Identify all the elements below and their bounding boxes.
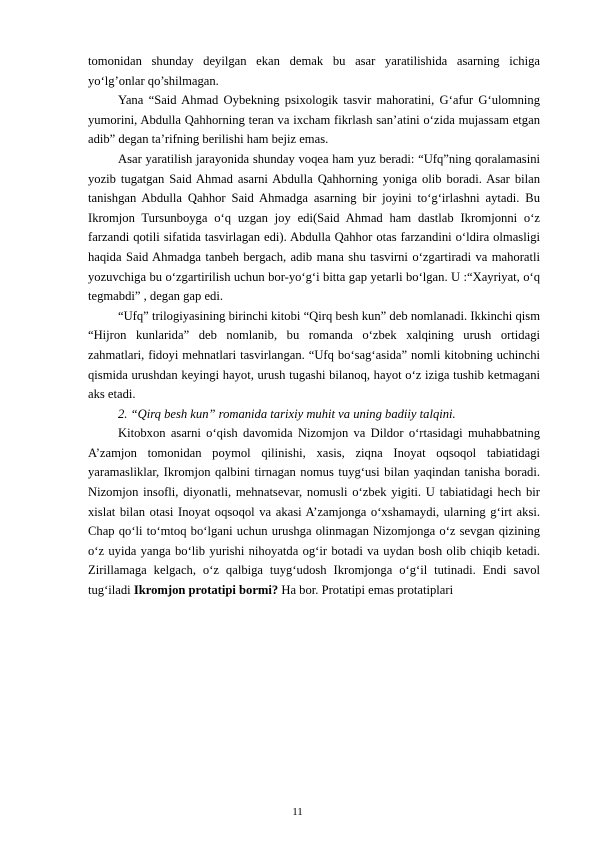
paragraph-asar-yaratilish: Asar yaratilish jarayonida shunday voqea ham yuz beradi: “Ufq”ning qoralamasini yozib tugatgan Said Ahmad asarni Abdulla Qahhorning yoniga olib boradi. Asar bilan tanishgan Abdulla Qahhor Said Ahmadga asarning bir joyini to‘g‘irlashni aytadi. Bu Ikromjon Tursunboyga o‘q uzgan joy edi(Said Ahmad ham dastlab Ikromjonni o‘z farzandi qotili sifatida tasvirlagan edi). Abdulla Qahhor otas farzandini o‘ldira olmasligi haqida Said Ahmadga tanbeh bergach, adib mana shu tasvirni o‘zgartiradi va mahoratli yozuvchiga bu o‘zgartirilish uchun bor-yo‘g‘i bitta gap yetarli bo‘lgan. U :“Xayriyat, o‘q tegmabdi” , degan gap edi. <box>88 151 540 304</box>
paragraph-kitobxon <box>88 424 540 600</box>
bold-question: Ikromjon protatipi bormi? <box>133 583 279 598</box>
paragraph-kitobxon-tail: Ha bor. Protatipi emas protatiplari <box>278 583 454 598</box>
paragraph-continuation: tomonidan shunday deyilgan ekan demak bu asar yaratilishida asarning ichiga yo‘lg’onlar qo’shilmagan. <box>88 54 540 88</box>
section-heading: 2. “Qirq besh kun” romanida tarixiy muhit va uning badiiy talqini. <box>118 406 456 421</box>
page-number: 11 <box>292 806 303 818</box>
body-text <box>88 52 540 601</box>
paragraph-kitobxon-text: Kitobxon asarni o‘qish davomida Nizomjon va Dildor o‘rtasidagi muhabbatning A’zamjon tomonidan poymol qilinishi, xasis, ziqna Inoyat oqsoqol tabiatidagi yaramasliklar, Ikromjon qalbini tirnagan nomus tuyg‘usi bilan yaqindan tanisha boradi. Nizomjon insofli, diyonatli, mehnatsevar, nomusli o‘zbek yigiti. U tabiatidagi hech bir xislat bilan otasi Inoyat oqsoqol va akasi A’zamjonga o‘xshamaydi, ularning g‘irt aksi. Chap qo‘li to‘mtoq bo‘lgani uchun urushga olinmagan Nizomjonga o‘z sevgan qizining o‘z uyida yanga bo‘lib yurishi nihoyatda og‘ir botadi va uydan bosh olib chiqib ketadi. Zirillamaga kelgach, o‘z qalbiga tuyg‘udosh Ikromjonga o‘g‘il tutinadi. Endi savol tug‘iladi <box>88 426 540 598</box>
paragraph-yana: Yana “Said Ahmad Oybekning psixologik tasvir mahoratini, G‘afur G‘ulomning yumorini, Abdulla Qahhorning teran va ixcham fikrlash san’atini o‘zida mujassam etgan adib” degan ta’rifning berilishi ham bejiz emas. <box>88 93 540 147</box>
paragraph-ufq-trilogiyasi: “Ufq” trilogiyasining birinchi kitobi “Qirq besh kun” deb nomlanadi. Ikkinchi qism “Hijron kunlarida” deb nomlanib, bu romanda o‘zbek xalqining urush ortidagi zahmatlari, fidoyi mehnatlari tasvirlangan. “Ufq bo‘sag‘asida” nomli kitobning uchinchi qismida urushdan keyingi hayot, urush tugashi bilanoq, hayot o‘z iziga tushib ketmagani aks etadi. <box>88 308 540 402</box>
